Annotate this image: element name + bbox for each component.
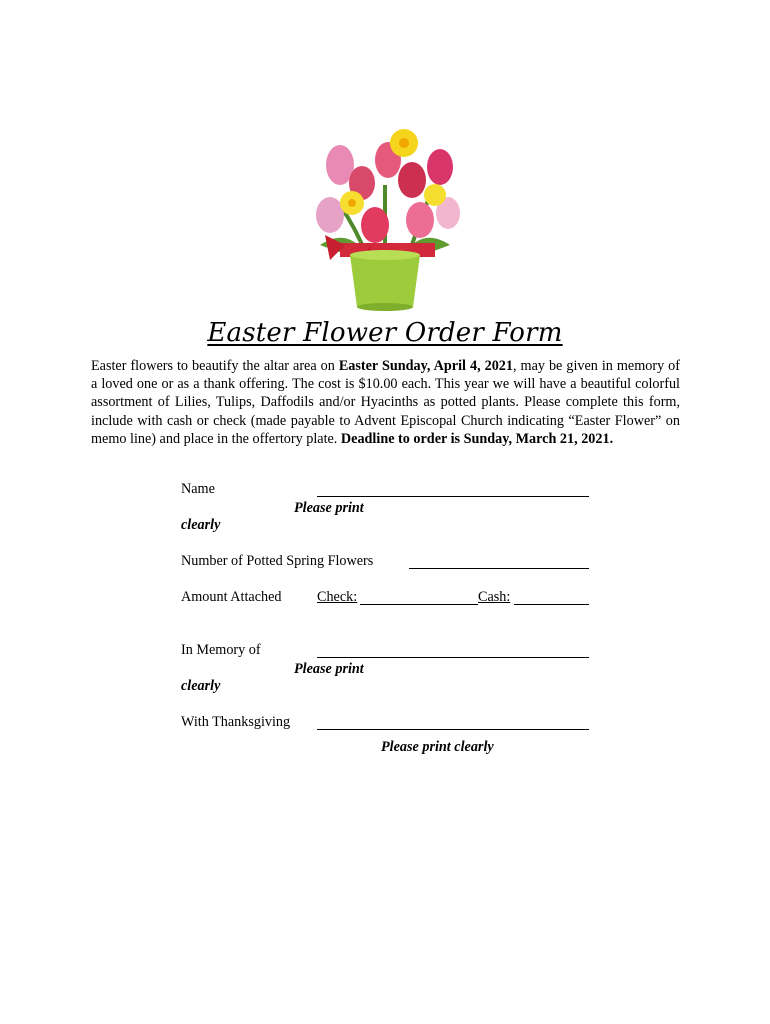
cash-field[interactable] <box>514 604 589 605</box>
check-label: Check: <box>317 589 358 605</box>
intro-text-2: , may be given in memory of a loved one or as a thank offering. The cost is $10.00 each. This year we will have a beautiful colorful assortment of Lilies, Tulips, Daffodils and/or Hyacinths as potted plants. Please complete this form, include with cash or check (made payable to Advent Episcopal Church indicating “Easter Flower” on memo line) and place in the offertory plate. <box>91 358 680 447</box>
check-field[interactable] <box>360 604 478 605</box>
name-hint: Please print <box>294 500 364 516</box>
flower-bouquet-icon <box>300 125 470 315</box>
memory-hint: Please print <box>294 661 364 677</box>
deadline-text: Deadline to order is Sunday, March 21, 2021. <box>340 430 614 447</box>
memory-field[interactable] <box>317 657 589 658</box>
cash-label: Cash: <box>478 589 511 605</box>
page-title: Easter Flower Order Form <box>207 318 563 348</box>
name-hint-cont: clearly <box>181 517 221 533</box>
memory-label: In Memory of <box>181 642 261 658</box>
name-field[interactable] <box>317 496 589 497</box>
count-label: Number of Potted Spring Flowers <box>181 553 374 569</box>
easter-date: Easter Sunday, April 4, 2021 <box>338 358 513 374</box>
intro-text: Easter flowers to beautify the altar area on <box>91 358 339 374</box>
name-label: Name <box>181 481 215 497</box>
memory-hint-cont: clearly <box>181 678 221 694</box>
thanks-label: With Thanksgiving <box>181 714 291 730</box>
thanks-hint: Please print clearly <box>381 739 494 755</box>
count-field[interactable] <box>409 568 589 569</box>
amount-label: Amount Attached <box>181 589 282 605</box>
intro-paragraph <box>91 357 680 448</box>
thanks-field[interactable] <box>317 729 589 730</box>
